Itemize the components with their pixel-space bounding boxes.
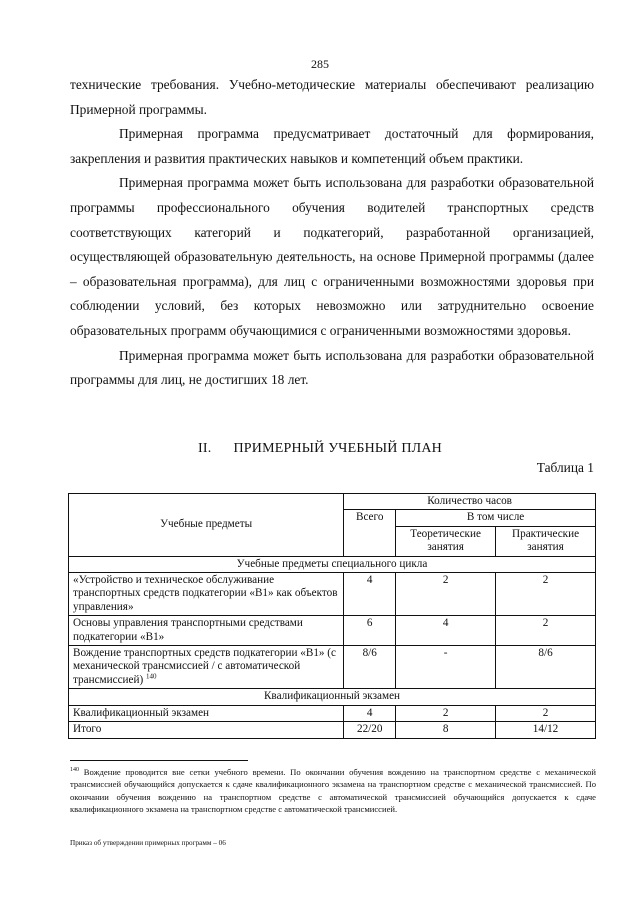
group-exam: Квалификационный экзамен [69,689,596,705]
hours-theory: 4 [396,616,496,646]
subject-name: Итого [69,722,344,738]
header-practice: Практические занятия [496,526,596,556]
body-text [70,73,594,393]
section-title: ПРИМЕРНЫЙ УЧЕБНЫЙ ПЛАН [233,441,442,456]
subject-name-text: Вождение транспортных средств подкатегории «В1» (с механической трансмиссией / с автоматической трансмиссией) [73,647,336,686]
table-total-row [69,722,596,738]
hours-practice: 2 [496,616,596,646]
subject-name: Квалификационный экзамен [69,705,344,721]
header-total: Всего [344,510,396,556]
hours-total: 22/20 [344,722,396,738]
curriculum-table [68,493,596,739]
subject-name: Основы управления транспортными средствами подкатегории «В1» [69,616,344,646]
table-row [69,616,596,646]
table-row [69,646,596,689]
paragraph-1: технические требования. Учебно-методические материалы обеспечивают реализацию Примерной программы. [70,77,594,117]
hours-practice: 2 [496,573,596,616]
hours-total: 6 [344,616,396,646]
section-number: II. [198,441,212,456]
order-line: Приказ об утверждении примерных программ – 06 [70,839,226,847]
paragraph-2: Примерная программа предусматривает достаточный для формирования, закрепления и развития практических навыков и компетенций объем практики. [70,126,594,166]
header-theory: Теоретические занятия [396,526,496,556]
hours-theory: 8 [396,722,496,738]
table-group-row [69,689,596,705]
hours-theory: 2 [396,705,496,721]
hours-total: 8/6 [344,646,396,689]
footnote-ref: 140 [146,672,157,681]
footnote-number: 140 [70,767,79,774]
page-number: 285 [311,57,329,71]
group-special-cycle: Учебные предметы специального цикла [69,556,596,572]
hours-total: 4 [344,705,396,721]
paragraph-3: Примерная программа может быть использована для разработки образовательной программы профессионального обучения водителей транспортных средств соответствующих категорий и подкатегорий, разработанной организацией, осуществляющей образовательную деятельность, на основе Примерной программы (далее – образовательная программа), для лиц с ограниченными возможностями здоровья при соблюдении условий, без которых невозможно или затруднительно освоение образовательных программ обучающимися с ограниченными возможностями здоровья. [70,175,594,338]
subject-name: «Устройство и техническое обслуживание транспортных средств подкатегории «В1» как объектов управления» [69,573,344,616]
table-group-row [69,556,596,572]
paragraph-4: Примерная программа может быть использована для разработки образовательной программы для лиц, не достигших 18 лет. [70,347,594,388]
hours-practice: 14/12 [496,722,596,738]
hours-theory: 2 [396,573,496,616]
table-row [69,705,596,721]
hours-practice: 8/6 [496,646,596,689]
footnote-separator [70,760,248,761]
table-header-row [69,494,596,510]
table-row [69,573,596,616]
header-subjects: Учебные предметы [69,494,344,557]
header-hours: Количество часов [344,494,596,510]
table-caption: Таблица 1 [536,460,594,475]
subject-name [69,646,344,689]
hours-practice: 2 [496,705,596,721]
footnote [70,766,596,816]
header-including: В том числе [396,510,596,526]
footnote-text: Вождение проводится вне сетки учебного времени. По окончании обучения вождению на транспортном средстве с механической трансмиссией обучающийся допускается к сдаче квалификационного экзамена на транспортном средстве с механической трансмиссией. По окончании обучения вождению на транспортном средстве с автоматической трансмиссией обучающийся допускается к сдаче квалификационного экзамена на транспортном средстве с автоматической трансмиссией. [70,767,596,815]
section-heading [0,441,640,457]
hours-total: 4 [344,573,396,616]
hours-theory: - [396,646,496,689]
